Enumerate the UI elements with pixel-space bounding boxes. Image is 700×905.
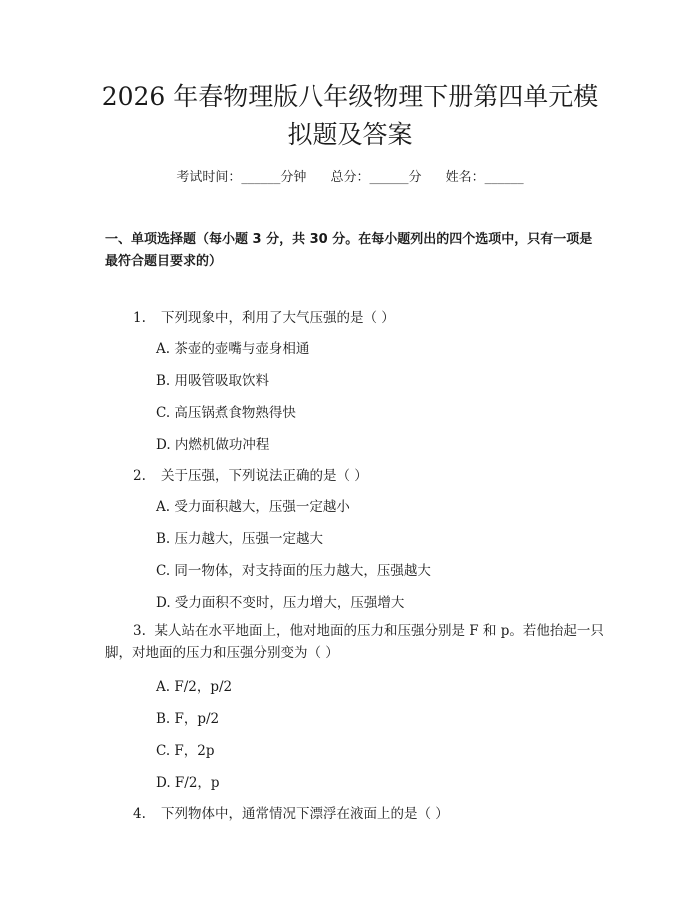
option-3a: A. F/2，p/2 xyxy=(156,679,233,695)
question-stem: 关于压强，下列说法正确的是（ ） xyxy=(161,468,368,484)
option-3b: B. F，p/2 xyxy=(156,711,220,727)
section-heading: 一、单项选择题（每小题 3 分，共 30 分。在每小题列出的四个选项中，只有一项是最符合题目要求的） xyxy=(105,232,593,269)
total-score: 总分：______分 xyxy=(330,170,422,185)
question-number: 1. xyxy=(133,310,146,326)
question-4 xyxy=(133,803,449,825)
option-3d: D. F/2，p xyxy=(156,775,220,791)
option-3c: C. F，2p xyxy=(156,743,215,759)
question-number: 4. xyxy=(133,806,146,822)
question-1 xyxy=(133,307,395,329)
option-1c: C. 高压锅煮食物熟得快 xyxy=(156,405,296,421)
option-2c: C. 同一物体，对支持面的压力越大，压强越大 xyxy=(156,563,431,579)
document-title xyxy=(60,78,640,154)
exam-meta xyxy=(0,168,700,188)
option-2a: A. 受力面积越大，压强一定越小 xyxy=(156,499,350,515)
question-number: 2. xyxy=(133,468,146,484)
option-1b: B. 用吸管吸取饮料 xyxy=(156,373,270,389)
option-2b: B. 压力越大，压强一定越大 xyxy=(156,531,324,547)
option-1a: A. 茶壶的壶嘴与壶身相通 xyxy=(156,341,310,357)
question-3 xyxy=(105,620,605,664)
question-number: 3. xyxy=(133,623,146,639)
student-name: 姓名：______ xyxy=(445,170,524,185)
question-2 xyxy=(133,465,368,487)
question-stem: 下列物体中，通常情况下漂浮在液面上的是（ ） xyxy=(161,806,449,822)
exam-time: 考试时间：______分钟 xyxy=(176,170,307,185)
question-stem: 某人站在水平地面上，他对地面的压力和压强分别是 F 和 p。若他抬起一只脚，对地面的压力和压强分别变为（ ） xyxy=(105,623,604,661)
title-line-1: 2026 年春物理版八年级物理下册第四单元模 xyxy=(101,82,599,111)
option-2d: D. 受力面积不变时，压力增大，压强增大 xyxy=(156,595,405,611)
option-1d: D. 内燃机做功冲程 xyxy=(156,437,270,453)
question-stem: 下列现象中，利用了大气压强的是（ ） xyxy=(161,310,395,326)
title-line-2: 拟题及答案 xyxy=(287,120,413,149)
